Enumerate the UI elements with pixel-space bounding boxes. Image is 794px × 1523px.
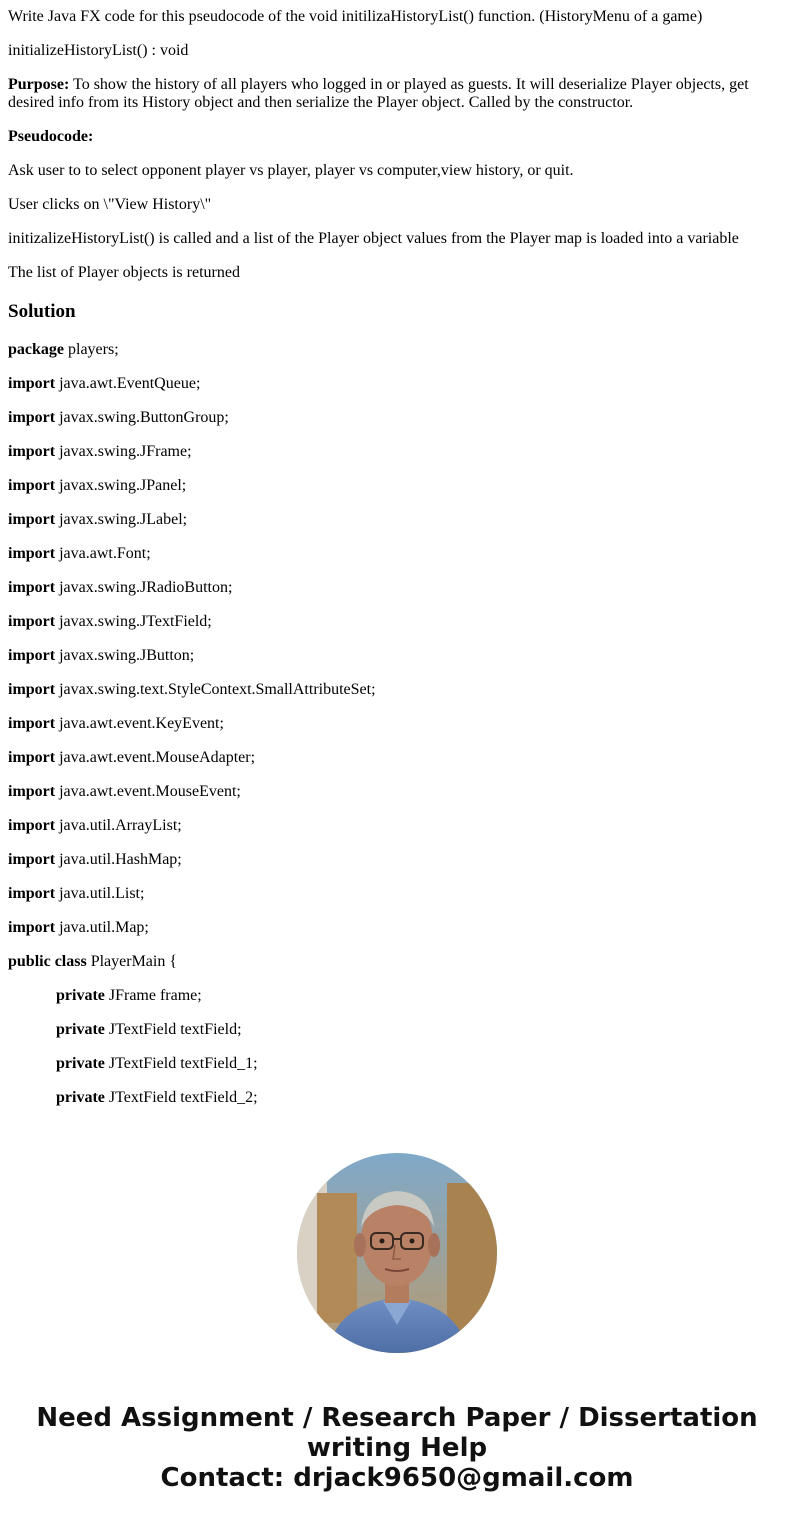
code-line: import javax.swing.JFrame; xyxy=(8,443,192,460)
contact-banner xyxy=(0,1403,794,1493)
code-line: import java.awt.Font; xyxy=(8,545,151,562)
code-line: import java.awt.event.KeyEvent; xyxy=(8,715,224,732)
code-line: import java.awt.event.MouseAdapter; xyxy=(8,749,256,766)
code-line: import javax.swing.JTextField; xyxy=(8,613,212,630)
code-line: private JTextField textField_1; xyxy=(56,1055,258,1072)
pseudocode-step: User clicks on \"View History\" xyxy=(8,196,212,213)
purpose-text: To show the history of all players who logged in or played as guests. It will deserialize Player objects, get desired info from its History object and then serialize the Player object. Called by the constructor. xyxy=(8,76,749,111)
code-line: import javax.swing.JPanel; xyxy=(8,477,187,494)
code-line: import java.awt.event.MouseEvent; xyxy=(8,783,241,800)
code-line: import java.awt.EventQueue; xyxy=(8,375,201,392)
code-line: package players; xyxy=(8,341,119,358)
code-line: import java.util.Map; xyxy=(8,919,149,936)
code-line: private JFrame frame; xyxy=(56,987,202,1004)
tutor-avatar xyxy=(297,1153,497,1353)
purpose-paragraph xyxy=(8,76,786,112)
code-line: import java.util.List; xyxy=(8,885,145,902)
solution-heading: Solution xyxy=(8,301,76,322)
code-line: private JTextField textField; xyxy=(56,1021,242,1038)
purpose-label: Purpose: xyxy=(8,76,70,93)
pseudocode-step: The list of Player objects is returned xyxy=(8,264,240,281)
code-line: public class PlayerMain { xyxy=(8,953,178,970)
code-line: import javax.swing.JRadioButton; xyxy=(8,579,233,596)
code-line: import javax.swing.text.StyleContext.SmallAttributeSet; xyxy=(8,681,376,698)
code-line: import java.util.ArrayList; xyxy=(8,817,182,834)
code-line: import javax.swing.JButton; xyxy=(8,647,195,664)
code-line: private JTextField textField_2; xyxy=(56,1089,258,1106)
banner-line: Need Assignment / Research Paper / Dissertation xyxy=(36,1403,758,1433)
code-line: import javax.swing.JLabel; xyxy=(8,511,188,528)
contact-email: Contact: drjack9650@gmail.com xyxy=(160,1463,634,1493)
function-signature: initializeHistoryList() : void xyxy=(8,42,189,59)
tutor-portrait-image xyxy=(297,1153,497,1353)
question-title: Write Java FX code for this pseudocode of the void initilizaHistoryList() function. (HistoryMenu of a game) xyxy=(8,8,703,25)
banner-line: writing Help xyxy=(306,1433,488,1463)
code-line: import javax.swing.ButtonGroup; xyxy=(8,409,229,426)
pseudocode-step: Ask user to to select opponent player vs player, player vs computer,view history, or quit. xyxy=(8,162,574,179)
pseudocode-label: Pseudocode: xyxy=(8,128,94,145)
pseudocode-step: initizalizeHistoryList() is called and a list of the Player object values from the Player map is loaded into a variable xyxy=(8,230,739,247)
code-line: import java.util.HashMap; xyxy=(8,851,182,868)
